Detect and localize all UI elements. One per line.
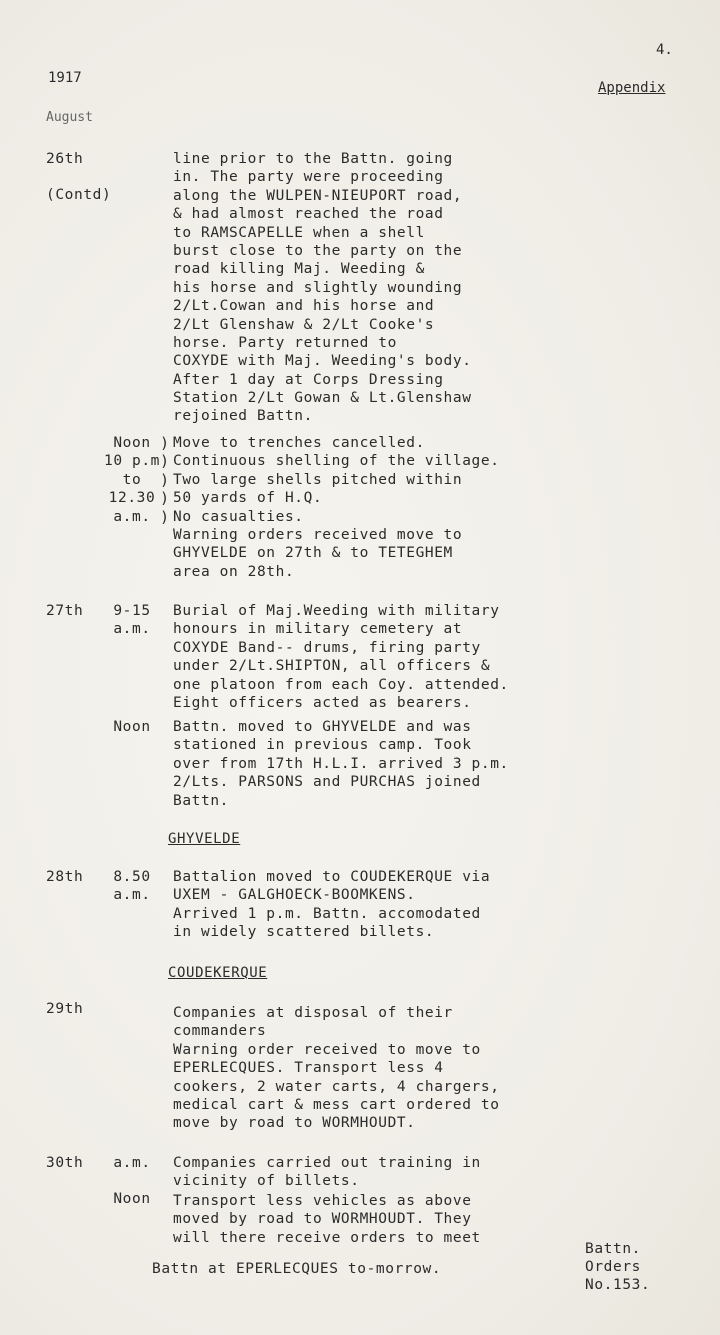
entry-line: Battn. [173, 792, 229, 809]
entry-30th-noon-text [173, 1192, 481, 1247]
entry-line: Two large shells pitched within [173, 471, 463, 488]
entry-line: one platoon from each Coy. attended. [173, 676, 509, 693]
date-28th: 28th [46, 869, 84, 885]
time-10pm: 10 p.m [104, 453, 160, 470]
appendix-label: Appendix [598, 80, 666, 96]
entry-line: 2/Lt.Cowan and his horse and [173, 298, 435, 315]
time-noon-30th: Noon [113, 1191, 151, 1207]
brace: ) [160, 452, 170, 471]
time-850: 8.50 [113, 869, 151, 885]
entry-line: No casualties. [173, 508, 304, 525]
entry-line: Move to trenches cancelled. [173, 435, 425, 451]
entry-line: Warning orders received move to [173, 526, 463, 543]
entry-line: in. The party were proceeding [173, 169, 444, 186]
entry-line: horse. Party returned to [173, 334, 397, 351]
entry-line: 2/Lts. PARSONS and PURCHAS joined [173, 774, 481, 791]
note-line: No.153. [585, 1277, 651, 1293]
entry-29th-text [173, 1004, 500, 1133]
entry-line: medical cart & mess cart ordered to [173, 1096, 500, 1113]
entry-line: his horse and slightly wounding [173, 279, 463, 296]
time-915: 9-15 [113, 603, 151, 619]
entry-27th-noon-text [173, 718, 509, 810]
brace: ) [160, 470, 170, 489]
date-30th: 30th [46, 1155, 84, 1171]
time-am: a.m. [113, 621, 151, 638]
time-am: a.m. [113, 887, 151, 904]
entry-28th-text [173, 868, 490, 942]
entry-line: 50 yards of H.Q. [173, 490, 323, 507]
entry-line: road killing Maj. Weeding & [173, 261, 425, 278]
entry-line: burst close to the party on the [173, 242, 463, 259]
entry-line: Continuous shelling of the village. [173, 453, 500, 470]
brace: ) [160, 507, 170, 526]
time-noon: Noon [113, 435, 151, 451]
entry-line: Companies at disposal of their [173, 1005, 453, 1021]
date-27th: 27th [46, 603, 84, 619]
entry-line: along the WULPEN-NIEUPORT road, [173, 187, 463, 204]
entry-30th-last-line: Battn at EPERLECQUES to-morrow. [152, 1261, 442, 1277]
time-column-28th [98, 868, 166, 905]
entry-line: move by road to WORMHOUDT. [173, 1115, 416, 1132]
entry-line: Companies carried out training in [173, 1155, 481, 1171]
location-heading-ghyvelde: GHYVELDE [168, 831, 241, 847]
entry-line: moved by road to WORMHOUDT. They [173, 1211, 472, 1228]
entry-26th-text [173, 150, 472, 426]
contd-label: (Contd) [46, 187, 112, 203]
time-am-30th: a.m. [113, 1155, 151, 1171]
entry-line: area on 28th. [173, 563, 295, 580]
entry-line: Burial of Maj.Weeding with military [173, 603, 500, 619]
entry-line: over from 17th H.L.I. arrived 3 p.m. [173, 755, 509, 772]
entry-line: Transport less vehicles as above [173, 1193, 472, 1209]
entry-line: After 1 day at Corps Dressing [173, 371, 444, 388]
entry-line: Eight officers acted as bearers. [173, 694, 472, 711]
entry-line: line prior to the Battn. going [173, 151, 453, 167]
entry-line: Battalion moved to COUDEKERQUE via [173, 869, 491, 885]
entry-line: COXYDE Band-- drums, firing party [173, 639, 481, 656]
entry-line: commanders [173, 1023, 267, 1040]
date-26th: 26th [46, 151, 84, 167]
entry-line: UXEM - GALGHOECK-BOOMKENS. [173, 887, 416, 904]
entry-line: 2/Lt Glenshaw & 2/Lt Cooke's [173, 316, 435, 333]
entry-27th-text [173, 602, 509, 712]
month: August [46, 110, 93, 125]
entry-line: in widely scattered billets. [173, 924, 435, 941]
date-29th: 29th [46, 1001, 84, 1017]
entry-30th-text [173, 1154, 481, 1191]
entry-line: Warning order received to move to [173, 1041, 481, 1058]
entry-26th-night-text [173, 434, 500, 581]
year: 1917 [48, 70, 82, 86]
time-noon-27th: Noon [113, 719, 151, 735]
entry-line: Station 2/Lt Gowan & Lt.Glenshaw [173, 390, 472, 407]
time-column-27th [98, 602, 166, 639]
time-to: to [122, 471, 142, 488]
entry-line: rejoined Battn. [173, 408, 313, 425]
entry-line: Arrived 1 p.m. Battn. accomodated [173, 905, 481, 922]
entry-line: will there receive orders to meet [173, 1229, 481, 1246]
time-column-26th [98, 434, 166, 526]
entry-line: to RAMSCAPELLE when a shell [173, 224, 425, 241]
entry-line: vicinity of billets. [173, 1173, 360, 1190]
entry-line: EPERLECQUES. Transport less 4 [173, 1060, 444, 1077]
entry-line: Battn. moved to GHYVELDE and was [173, 719, 472, 735]
entry-line: stationed in previous camp. Took [173, 737, 472, 754]
entry-line: & had almost reached the road [173, 206, 444, 223]
note-line: Battn. [585, 1241, 641, 1257]
entry-line: honours in military cemetery at [173, 621, 463, 638]
time-am: a.m. [113, 508, 151, 525]
note-line: Orders [585, 1259, 641, 1275]
location-heading-coudekerque: COUDEKERQUE [168, 965, 268, 981]
page-number: 4. [656, 42, 673, 58]
brace: ) [160, 489, 170, 508]
time-1230: 12.30 [108, 490, 156, 507]
entry-line: under 2/Lt.SHIPTON, all officers & [173, 658, 491, 675]
entry-line: GHYVELDE on 27th & to TETEGHEM [173, 545, 453, 562]
entry-line: COXYDE with Maj. Weeding's body. [173, 353, 472, 370]
battn-orders-note [585, 1240, 685, 1294]
entry-line: cookers, 2 water carts, 4 chargers, [173, 1078, 500, 1095]
brace-column [160, 434, 170, 526]
brace: ) [160, 434, 170, 452]
